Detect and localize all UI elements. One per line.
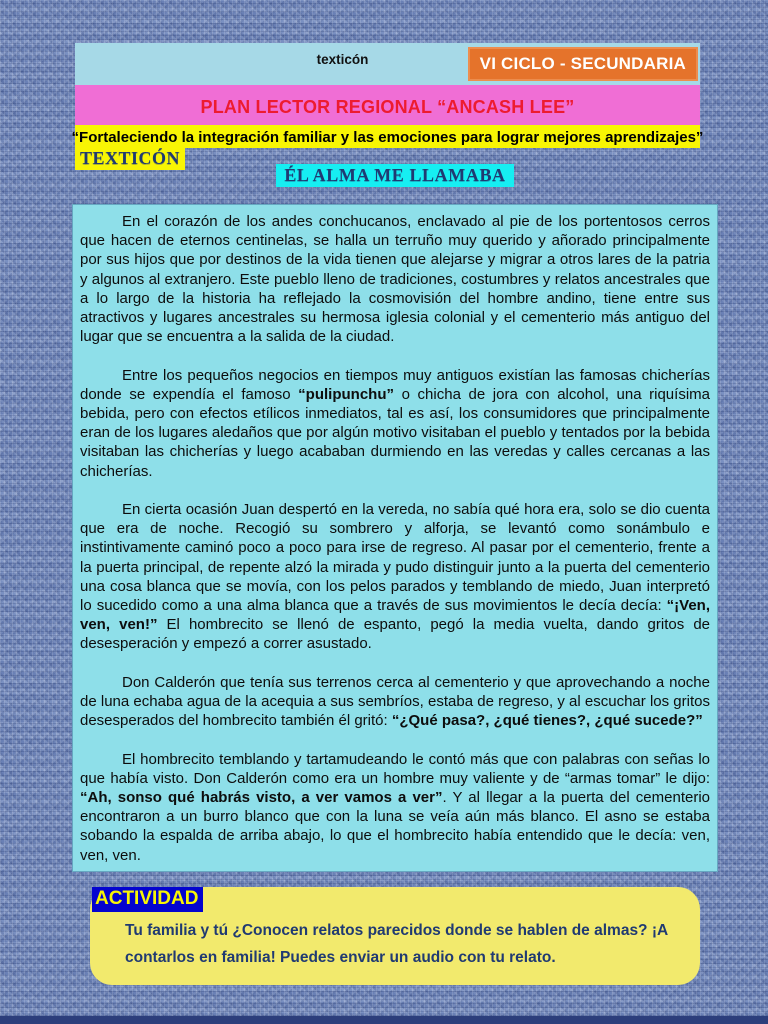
motto-text: “Fortaleciendo la integración familiar y las emociones para lograr mejores aprendizajes” (71, 129, 704, 146)
story-text-box (72, 204, 718, 872)
activity-label: ACTIVIDAD (92, 887, 203, 912)
header-yellow-bar (71, 125, 704, 148)
activity-text: Tu familia y tú ¿Conocen relatos parecidos donde se hablen de almas? ¡A contarlos en familia! Puedes enviar un audio con tu relato. (125, 922, 668, 966)
cycle-badge: VI CICLO - SECUNDARIA (468, 47, 698, 81)
story-paragraph: En el corazón de los andes conchucanos, enclavado al pie de los portentosos cerros que hacen de eternos centinelas, se halla un terruño muy querido y añorado principalmente por sus hijos que por destinos de la vida tienen que alejarse y migrar a otros lares de la patria y algunos al extranjero. Este pueblo lleno de tradiciones, costumbres y relatos ancestrales que a lo largo de la historia ha reflejado la cosmovisión del hombre andino, tiene entre sus atractivos y lugares ancestrales su hermosa iglesia colonial y el cementerio más antiguo del lugar que se encuentra a la salida de la ciudad. (80, 213, 710, 346)
header-top-bar (75, 43, 700, 85)
story-paragraph: Don Calderón que tenía sus terrenos cerca al cementerio y que aprovechando a noche de luna echaba agua de la acequia a sus sembríos, estaba de regreso, y al escuchar los gritos desesperados del hombrecito también él gritó: “¿Qué pasa?, ¿qué tienes?, ¿qué sucede?” (80, 673, 710, 730)
story-title-row (72, 164, 718, 187)
story-paragraph: El hombrecito temblando y tartamudeando le contó más que con palabras con señas lo que había visto. Don Calderón como era un hombre muy valiente y de “armas tomar” le dijo: “Ah, sonso qué habrás visto, a ver vamos a ver”. Y al llegar a la puerta del cementerio encontraron a un burro blanco que con la luna se veía aún más blanco. El asno se estaba sobando la espalda de arriba abajo, lo que el hombrecito había entendido que le decía: ven, ven, ven. (80, 750, 710, 864)
bottom-strip (0, 1016, 768, 1024)
header-banner (71, 43, 704, 148)
section-label-texticon: TEXTICÓN (75, 147, 185, 170)
story-title: ÉL ALMA ME LLAMABA (276, 164, 513, 187)
doc-label: texticón (316, 52, 369, 67)
plan-title: PLAN LECTOR REGIONAL “ANCASH LEE” (75, 85, 700, 125)
story-paragraph: Entre los pequeños negocios en tiempos muy antiguos existían las famosas chicherías donde se expendía el famoso “pulipunchu” o chicha de jora con alcohol, una riquísima bebida, pero con efectos etílicos inmediatos, tal es así, los consumidores que principalmente eran de los lugares aledaños que por algún motivo visitaban el pueblo y tentados por la bebida visitaban las chicherías y luego acababan durmiendo en las veredas y calles cercanas a las chicherías. (80, 366, 710, 480)
activity-box (90, 887, 700, 985)
story-paragraph: En cierta ocasión Juan despertó en la vereda, no sabía qué hora era, solo se dio cuenta que era de noche. Recogió su sombrero y alforja, se levantó como sonámbulo e instintivamente caminó poco a poco para irse de regreso. Al pasar por el cementerio, frente a la puerta principal, de repente alzó la mirada y pudo distinguir junto a la puerta del cementerio una cosa blanca que se movía, con los pelos parados y temblando de miedo, Juan interpretó lo sucedido como a una alma blanca que a través de sus movimientos le decía decía: “¡Ven, ven, ven!” El hombrecito se llenó de espanto, pegó la media vuelta, dando gritos de desesperación y empezó a correr asustado. (80, 501, 711, 653)
